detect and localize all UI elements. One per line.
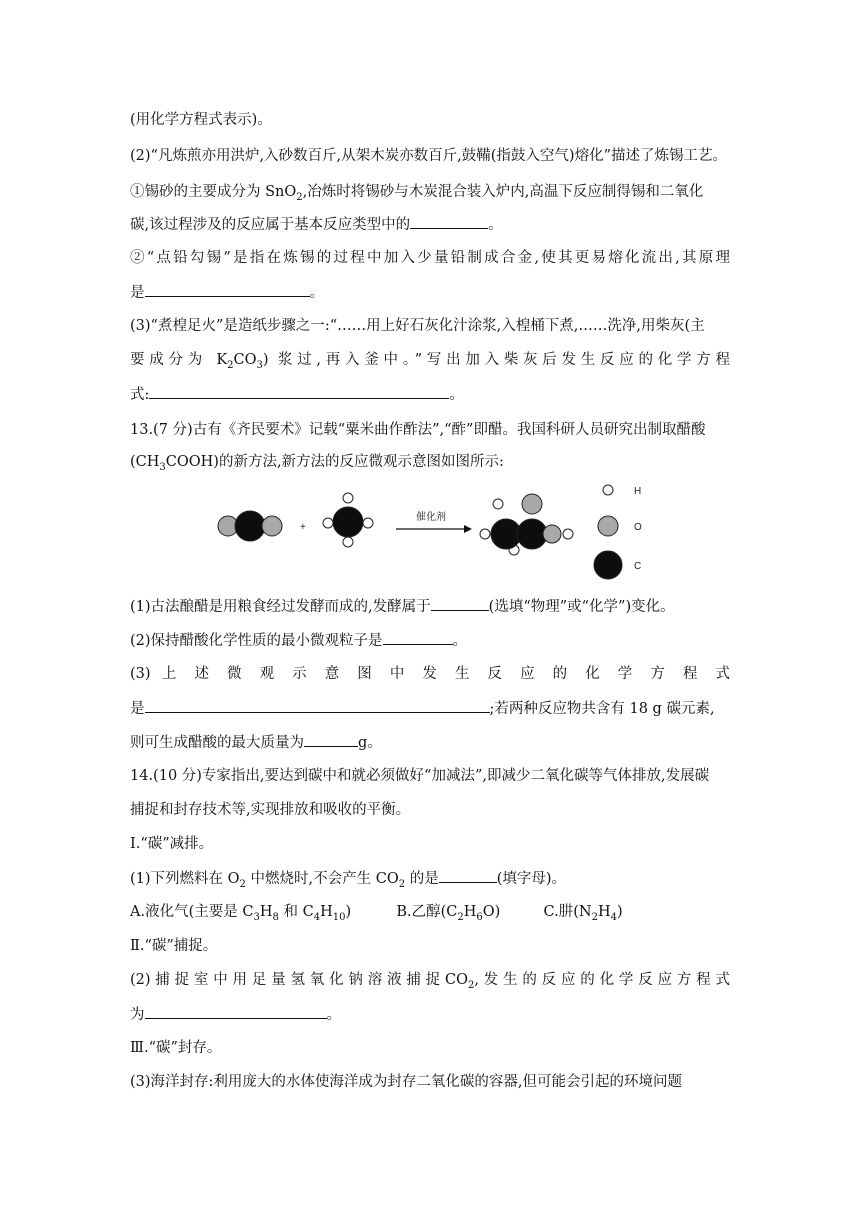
plus-sign: + [300, 522, 306, 533]
section-heading: Ⅰ.“碳”减排。 [130, 836, 214, 852]
section-heading: Ⅲ.“碳”封存。 [130, 1040, 222, 1056]
co-molecule [218, 511, 282, 541]
answer-blank[interactable] [149, 384, 449, 399]
svg-text:C: C [634, 561, 642, 572]
option-b: B.乙醇$(C_2H_6O)$ [396, 904, 501, 923]
question-13: 13.(7 分)古有《齐民要术》记载“粟米曲作酢法”,“酢”即醋。我国科研人员研究出制取醋酸 [130, 422, 706, 438]
answer-blank[interactable] [145, 282, 310, 297]
text-line: 捕捉和封存技术等,实现排放和吸收的平衡。 [130, 802, 411, 818]
acetic-acid-molecule [480, 494, 573, 555]
text-line: 式: 。 [130, 384, 730, 405]
text-line: 要成分为 $K_2CO_3$) 浆过,再入釜中。”写出加入柴灰后发生反应的化学方程 [130, 352, 730, 371]
text-line: 是 。 [130, 282, 730, 303]
question-12-3: (3)“煮楻足火”是造纸步骤之一:“……用上好石灰化汁涂浆,入楻桶下煮,……洗净,用柴灰(主 [130, 318, 705, 334]
text-line: (用化学方程式表示)。 [130, 112, 272, 128]
answer-blank[interactable] [145, 1004, 327, 1019]
answer-blank[interactable] [383, 630, 453, 645]
answer-blank[interactable] [431, 596, 489, 611]
option-c: C.肼$(N_2H_4)$ [543, 904, 623, 923]
question-13-3: (3) 上 述 微 观 示 意 图 中 发 生 反 应 的 化 学 方 程 式 [130, 666, 730, 682]
text-line: 碳,该过程涉及的反应属于基本反应类型中的 。 [130, 214, 730, 235]
answer-blank[interactable] [304, 732, 358, 747]
answer-blank[interactable] [439, 868, 497, 883]
question-12-2: (2)“凡炼煎亦用洪炉,入砂数百斤,从架木炭亦数百斤,鼓鞴(指鼓入空气)熔化”描述了炼锡工艺。 [130, 148, 728, 164]
text-line: 是 ;若两种反应物共含有 18 g 碳元素, [130, 698, 730, 719]
svg-text:H: H [634, 486, 642, 497]
atom-legend [594, 485, 642, 579]
arrow-label: 催化剂 [416, 512, 446, 523]
text-line: ②“点铅勾锡”是指在炼锡的过程中加入少量铅制成合金,使其更易熔化流出,其原理 [130, 250, 730, 266]
reaction-micro-diagram [210, 478, 680, 590]
question-14: 14.(10 分)专家指出,要达到碳中和就必须做好“加减法”,即减少二氧化碳等气体排放,发展碳 [130, 768, 710, 784]
section-heading: Ⅱ.“碳”捕捉。 [130, 938, 218, 954]
text-line: 则可生成醋酸的最大质量为 g。 [130, 732, 730, 753]
answer-blank[interactable] [410, 214, 488, 229]
answer-options [130, 902, 730, 922]
text-line: ①锡砂的主要成分为 SnO$_2$,冶炼时将锡砂与木炭混合装入炉内,高温下反应制得锡和二氧化 [130, 184, 704, 203]
question-13-2: (2)保持醋酸化学性质的最小微观粒子是 。 [130, 630, 730, 651]
question-14-1: (1)下列燃料在 $O_2$ 中燃烧时,不会产生 $CO_2$ 的是 (填字母)。 [130, 868, 730, 889]
question-14-2: (2) 捕 捉 室 中 用 足 量 氢 氧 化 钠 溶 液 捕 捉 $CO_2$, 发 生 的 反 应 的 化 学 反 应 方 程 式 [130, 972, 730, 991]
answer-blank[interactable] [145, 698, 490, 713]
text-line: 为 。 [130, 1004, 730, 1025]
option-a: A.液化气(主要是 $C_3H_8$ 和 $C_4H_{10}$) [130, 904, 352, 923]
question-14-3: (3)海洋封存:利用庞大的水体使海洋成为封存二氧化碳的容器,但可能会引起的环境问题 [130, 1074, 683, 1090]
text-line: $(CH_3COOH)$的新方法,新方法的反应微观示意图如图所示: [130, 454, 504, 473]
question-13-1: (1)古法酿醋是用粮食经过发酵而成的,发酵属于 (选填“物理”或“化学”)变化。 [130, 596, 730, 617]
ch4-molecule [323, 493, 373, 547]
svg-text:O: O [634, 522, 642, 533]
